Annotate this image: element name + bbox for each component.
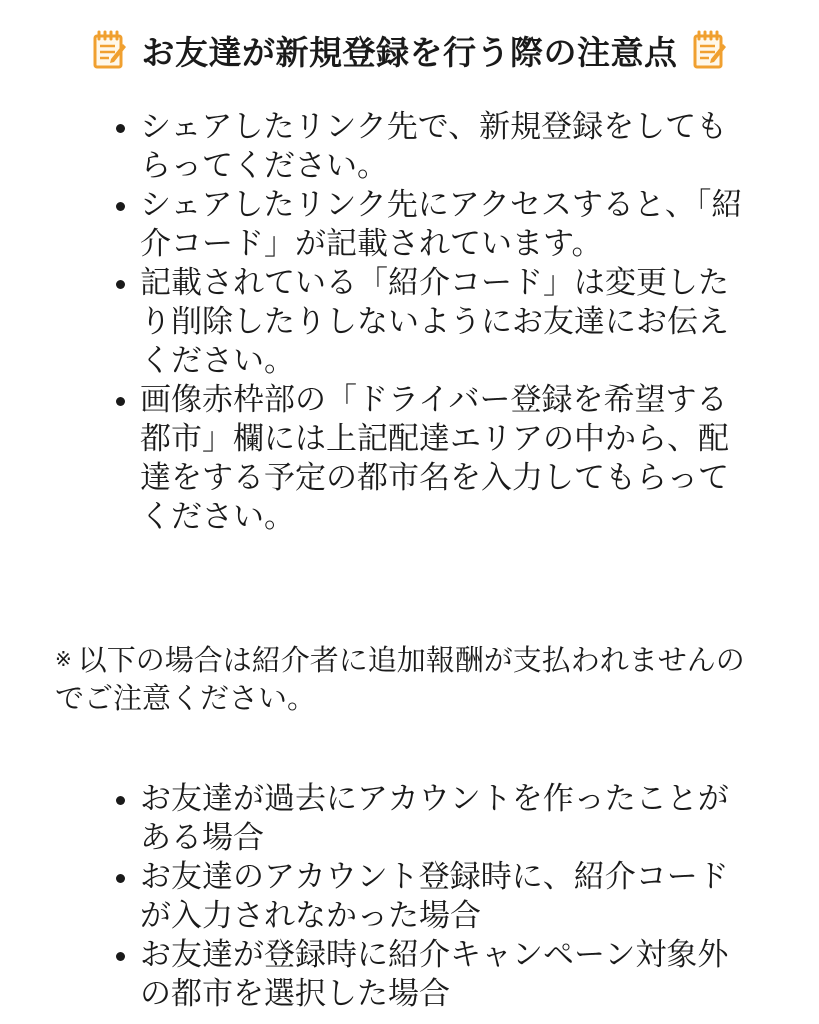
reward-note xyxy=(55,640,765,717)
list-item: 画像赤枠部の「ドライバー登録を希望する都市」欄には上記配達エリアの中から、配達をする予定の都市名を入力してもらってください。 xyxy=(140,381,752,537)
memo-icon xyxy=(692,30,728,70)
list-item: シェアしたリンク先にアクセスすると、「紹介コード」が記載されています。 xyxy=(140,186,752,264)
list-item: シェアしたリンク先で、新規登録をしてもらってください。 xyxy=(140,108,752,186)
list-item: お友達が登録時に紹介キャンペーン対象外の都市を選択した場合 xyxy=(140,936,752,1014)
precautions-list xyxy=(140,108,752,537)
exclusions-list xyxy=(140,780,752,1014)
note-mark: ※ xyxy=(55,647,72,671)
list-item: 記載されている「紹介コード」は変更したり削除したりしないようにお友達にお伝えください。 xyxy=(140,264,752,381)
note-text: 以下の場合は紹介者に追加報酬が支払われませんのでご注意ください。 xyxy=(55,643,745,715)
list-item: お友達のアカウント登録時に、紹介コードが入力されなかった場合 xyxy=(140,858,752,936)
memo-icon xyxy=(92,30,128,70)
section-heading xyxy=(0,24,819,76)
page-title: お友達が新規登録を行う際の注意点 xyxy=(141,32,678,72)
list-item: お友達が過去にアカウントを作ったことがある場合 xyxy=(140,780,752,858)
